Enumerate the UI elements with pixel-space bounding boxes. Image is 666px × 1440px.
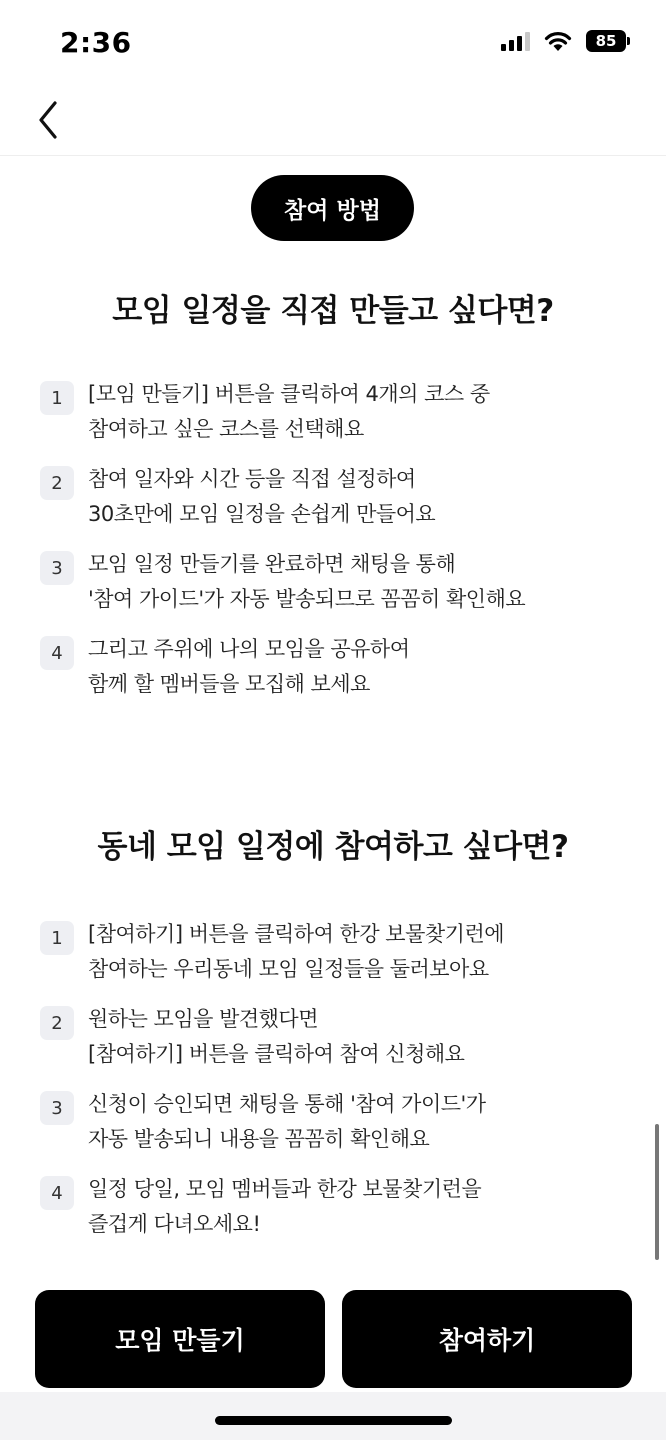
step-item [40,547,640,632]
section-tag: 참여 방법 [251,175,414,241]
scrollbar[interactable] [655,1124,659,1260]
status-bar [0,0,666,88]
step-text: 신청이 승인되면 채팅을 통해 '참여 가이드'가 자동 발송되니 내용을 꼼꼼히 확인해요 [88,1092,486,1151]
step-item [40,917,640,1002]
content-area[interactable] [0,157,666,1277]
chevron-left-icon [36,100,60,140]
step-item [40,1002,640,1087]
battery-level: 85 [586,30,626,52]
step-text: [참여하기] 버튼을 클릭하여 한강 보물찾기런에 참여하는 우리동네 모임 일정들을 둘러보아요 [88,922,505,981]
wifi-icon [544,31,572,52]
battery-icon [586,30,630,52]
step-item [40,632,640,717]
nav-bar [0,88,666,156]
step-number: 4 [40,1176,74,1210]
signal-icon [501,31,530,51]
step-text: 원하는 모임을 발견했다면 [참여하기] 버튼을 클릭하여 참여 신청해요 [88,1007,465,1066]
step-item [40,1172,640,1257]
status-icons [501,30,630,52]
bottom-action-bar [0,1277,666,1440]
home-indicator[interactable] [215,1416,452,1425]
step-number: 1 [40,381,74,415]
steps-join [40,917,640,1257]
step-number: 4 [40,636,74,670]
step-item [40,462,640,547]
step-text: [모임 만들기] 버튼을 클릭하여 4개의 코스 중 참여하고 싶은 코스를 선택해요 [88,382,490,441]
step-number: 2 [40,1006,74,1040]
step-number: 3 [40,551,74,585]
back-button[interactable] [24,94,72,146]
status-time: 2:36 [60,26,132,59]
join-button[interactable]: 참여하기 [342,1290,632,1388]
step-text: 모임 일정 만들기를 완료하면 채팅을 통해 '참여 가이드'가 자동 발송되므로 꼼꼼히 확인해요 [88,552,526,611]
section-title-create: 모임 일정을 직접 만들고 싶다면? [112,293,554,329]
step-number: 2 [40,466,74,500]
step-item [40,377,640,462]
step-number: 3 [40,1091,74,1125]
step-text: 일정 당일, 모임 멤버들과 한강 보물찾기런을 즐겁게 다녀오세요! [88,1177,482,1236]
section-title-join: 동네 모임 일정에 참여하고 싶다면? [97,829,569,865]
create-meeting-button[interactable]: 모임 만들기 [35,1290,325,1388]
step-text: 참여 일자와 시간 등을 직접 설정하여 30초만에 모임 일정을 손쉽게 만들어요 [88,467,436,526]
step-number: 1 [40,921,74,955]
steps-create [40,377,640,717]
step-text: 그리고 주위에 나의 모임을 공유하여 함께 할 멤버들을 모집해 보세요 [88,637,410,696]
step-item [40,1087,640,1172]
